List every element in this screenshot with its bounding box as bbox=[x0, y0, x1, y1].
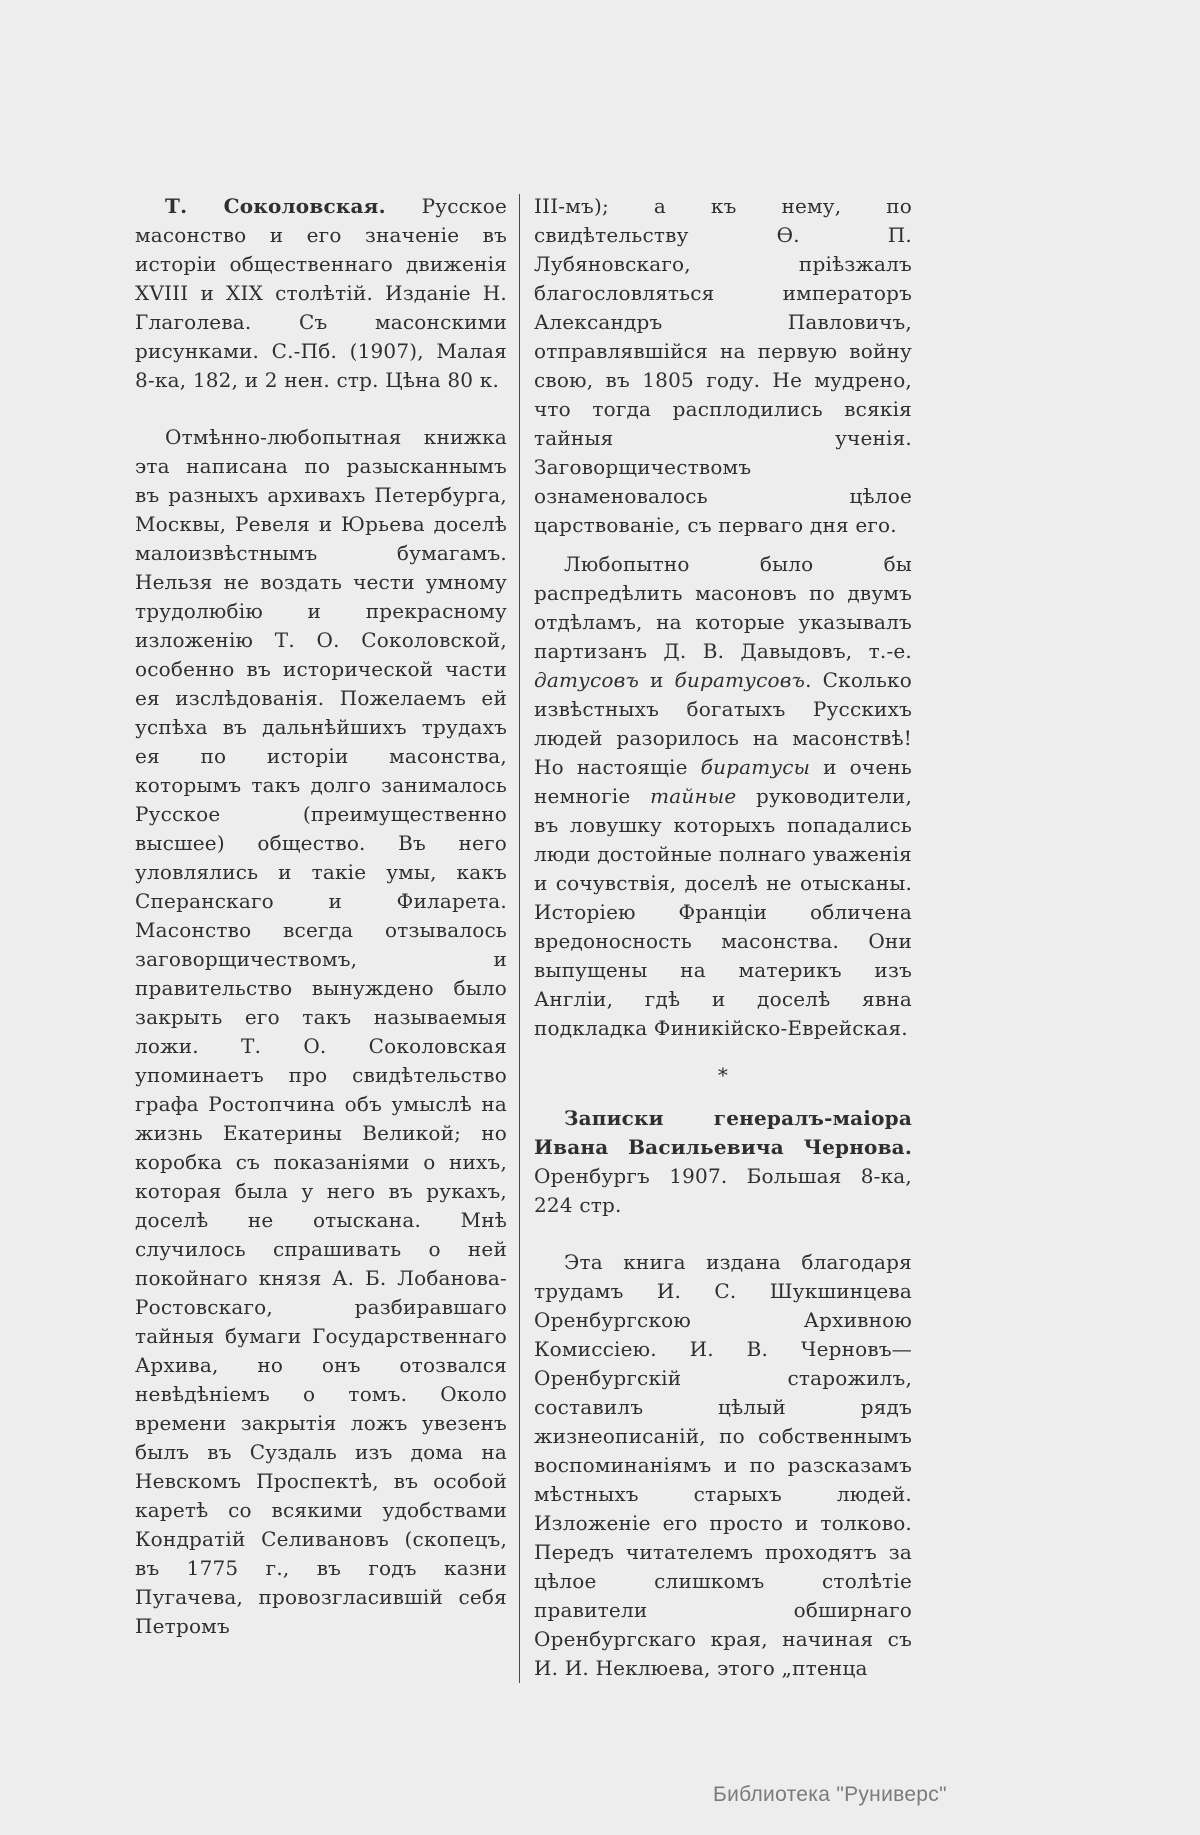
italic-term: тайные bbox=[650, 784, 737, 808]
book-entry-heading bbox=[534, 1104, 912, 1220]
right-column bbox=[534, 192, 912, 1683]
section-separator-asterisk: * bbox=[717, 1063, 729, 1087]
paragraph bbox=[135, 423, 507, 1641]
left-column bbox=[135, 192, 507, 1683]
entry-title-text: Записки генералъ-маіора Ивана Васильевича Чернова. bbox=[534, 1106, 912, 1159]
body-text-run: Эта книга издана благодаря трудамъ И. С. Шукшинцева Оренбургскою Архивною Комиссіею. И. В. Черновъ—Оренбургскій старожилъ, составилъ цѣлый рядъ жизнеописаній, по собственнымъ воспоминаніямъ и по разсказамъ мѣстныхъ старыхъ людей. Изложеніе его просто и толково. Передъ читателемъ проходятъ за цѣлое слишкомъ столѣтіе правители обширнаго Оренбургскаго края, начиная съ И. И. Неклюева, этого „птенца bbox=[534, 1250, 912, 1680]
body-text-run: Отмѣнно-любопытная книжка эта написана по разысканнымъ въ разныхъ архивахъ Петербурга, Москвы, Ревеля и Юрьева доселѣ малоизвѣстнымъ бумагамъ. Нельзя не воздать чести умному трудолюбію и прекрасному изложенію Т. О. Соколовской, особенно въ исторической части ея изслѣдованія. Пожелаемъ ей успѣха въ дальнѣйшихъ трудахъ ея по исторіи масонства, которымъ такъ долго занималось Русское (преимущественно высшее) общество. Въ него уловлялись и такіе умы, какъ Сперанскаго и Филарета. Масонство всегда отзывалось заговорщичествомъ, и правительство вынуждено было закрыть его такъ называемыя ложи. Т. О. Соколовская упоминаетъ про свидѣтельство графа Ростопчина объ умыслѣ на жизнь Екатерины Великой; но коробка съ показаніями о нихъ, которая была у него въ рукахъ, доселѣ не отыскана. Мнѣ случилось спрашивать о ней покойнаго князя А. Б. Лобанова-Ростовскаго, разбиравшаго тайныя бумаги Государственнаго Архива, но онъ отозвался невѣдѣніемъ о томъ. Около времени закрытія ложъ увезенъ былъ въ Суздаль изъ дома на Невскомъ Проспектѣ, въ особой каретѣ со всякими удобствами Кондратій Селивановъ (скопецъ, въ 1775 г., въ годъ казни Пугачева, провозгласившій себя Петромъ bbox=[135, 425, 507, 1638]
paragraph bbox=[534, 550, 912, 1043]
text-block bbox=[135, 192, 912, 1683]
library-watermark: Библиотека "Руниверс" bbox=[713, 1783, 947, 1806]
continued-paragraph bbox=[534, 192, 912, 540]
column-divider-rule bbox=[519, 194, 520, 1683]
body-text-run: и очень немногіе bbox=[534, 755, 912, 808]
body-text-run: руководители, въ ловушку которыхъ попадались люди достойные полнаго уваженія и сочувствія, доселѣ не отысканы. Исторіею Франціи обличена вредоносность масонства. Они выпущены на материкъ изъ Англіи, гдѣ и доселѣ явна подкладка Финикійско-Еврейская. bbox=[534, 784, 912, 1040]
paragraph bbox=[534, 1248, 912, 1683]
body-text-run: III-мъ); а къ нему, по свидѣтельству Ѳ. П. Лубяновскаго, пріѣзжалъ благословляться императоръ Александръ Павловичъ, отправлявшійся на первую войну свою, въ 1805 году. Не мудрено, что тогда расплодились всякія тайныя ученія. Заговорщичествомъ ознаменовалось цѣлое царствованіе, съ перваго дня его. bbox=[534, 194, 912, 537]
italic-term: датусовъ bbox=[534, 668, 639, 692]
entry-title-text: Т. Соколовская. bbox=[165, 194, 386, 218]
body-text-run: Оренбургъ 1907. Большая 8-ка, 224 стр. bbox=[534, 1164, 912, 1217]
book-entry-heading bbox=[135, 192, 507, 395]
italic-term: биратусы bbox=[700, 755, 811, 779]
body-text-run: и bbox=[638, 668, 675, 692]
body-text-run: Русское масонство и его значеніе въ исторіи общественнаго движенія XVIII и XIX столѣтій. Изданіе Н. Глаголева. Съ масонскими рисунками. С.-Пб. (1907), Малая 8-ка, 182, и 2 нен. стр. Цѣна 80 к. bbox=[135, 194, 507, 392]
body-text-run: . Сколько извѣстныхъ богатыхъ Русскихъ людей разорилось на масонствѣ! Но настоящіе bbox=[534, 668, 912, 779]
body-text-run: Любопытно было бы распредѣлить масоновъ по двумъ отдѣламъ, на которые указывалъ партизанъ Д. В. Давыдовъ, т.-е. bbox=[534, 552, 912, 663]
italic-term: биратусовъ bbox=[674, 668, 806, 692]
